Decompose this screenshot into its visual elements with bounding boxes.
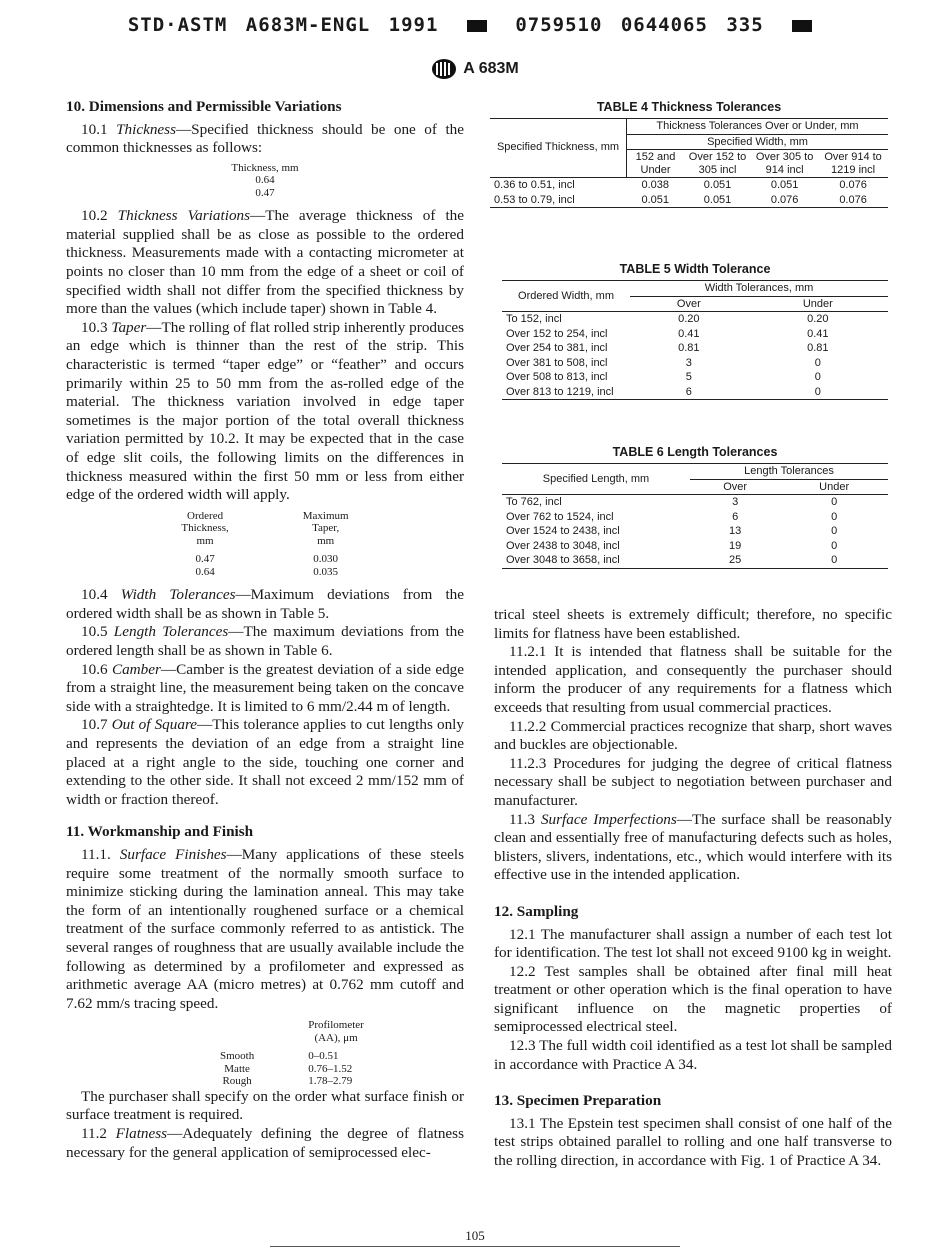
table-4-col: Over 914 to 1219 incl <box>818 150 888 178</box>
taper-cell: 0.035 <box>313 565 339 578</box>
prof-header-cell: (AA), μm <box>314 1031 358 1044</box>
thickness-value: 0.47 <box>255 186 275 199</box>
para-11-3: 11.3 Surface Imperfections—The surface shall be reasonably clean and essentially free of manufacturing defects such as holes, blisters, slivers, indentations, etc., which would interfere with its effective use in the intended application. <box>494 810 892 884</box>
taper-cell: 0.64 <box>195 565 215 578</box>
footer-rule <box>270 1246 680 1247</box>
taper-header-cell: Thickness, <box>181 522 229 535</box>
prof-cell: 1.78–2.79 <box>308 1075 353 1088</box>
prof-cell: Rough <box>222 1075 252 1088</box>
std-right-code: 335 <box>726 14 764 36</box>
para-10-7: 10.7 Out of Square—This tolerance applies to cut lengths only and represents the deviation of an edge from a straight line placed at a right angle to the side, touching one corner and extending to the other side. It shall not exceed 2 mm/152 mm of width or fraction thereof. <box>66 716 464 808</box>
table-5-col: Under <box>748 296 888 312</box>
para-11-2: 11.2 Flatness—Adequately defining the degree of flatness necessary for the general application of semiprocessed elec- <box>66 1125 464 1161</box>
table-6-row-header: Specified Length, mm <box>502 464 690 495</box>
table-4-sub-header: Specified Width, mm <box>627 134 889 150</box>
para-11-2-1: 11.2.1 It is intended that flatness shall be suitable for the intended application, and consequently the purchaser should inform the producer of any requirements for a flatness which exceeds that resulting from usual commercial practices. <box>494 643 892 716</box>
table-6 <box>502 445 888 569</box>
prof-cell: 0–0.51 <box>308 1050 339 1063</box>
table-row: Over 762 to 1524, incl 6 0 <box>506 510 838 523</box>
table-4-group-header: Thickness Tolerances Over or Under, mm <box>627 119 889 135</box>
taper-table <box>167 510 362 579</box>
para-12-3: 12.3 The full width coil identified as a test lot shall be sampled in accordance with Practice A 34. <box>494 1037 892 1073</box>
designation: A 683M <box>463 60 519 78</box>
thickness-header: Thickness, mm <box>231 161 299 174</box>
para-10-3: 10.3 Taper—The rolling of flat rolled strip inherently produces an edge which is thinner than the rest of the strip. This characteristic is termed “taper edge” or “feather” and occurs primarily within 25 to 50 mm from the as-rolled edge of the material. The thickness variation involved in edge taper sometimes is the major portion of the total overall thickness variation permitted by 10.2. It may be expected that in the case of edge slit coils, the following limits on the differences in thickness measured within the first 50 mm or less from either edge of the ordered width will apply. <box>66 318 465 504</box>
table-5-col: Over <box>630 296 748 312</box>
black-block-marker <box>467 20 487 32</box>
taper-cell: 0.47 <box>195 553 215 566</box>
para-11-2-3: 11.2.3 Procedures for judging the degree of critical flatness necessary shall be subject to negotiation between purchaser and manufacturer. <box>494 754 892 809</box>
para-12-1: 12.1 The manufacturer shall assign a number of each test lot for identification. The test lot shall not exceed 9100 kg in weight. <box>494 925 892 962</box>
thickness-list <box>217 162 312 200</box>
std-left-code: STD·ASTM A683M-ENGL 1991 <box>127 14 439 36</box>
taper-header-cell: Taper, <box>312 522 340 535</box>
para-10-4: 10.4 Width Tolerances—Maximum deviations from the ordered width shall be as shown in Table 5. <box>66 586 464 622</box>
table-row: 0.36 to 0.51, incl 0.038 0.051 0.051 0.076 <box>494 179 867 191</box>
table-6-title: TABLE 6 Length Tolerances <box>612 445 778 459</box>
para-10-2: 10.2 Thickness Variations—The average thickness of the material supplied shall be as close as possible to the ordered thickness. Measurements made with a contacting micrometer at points no closer than 10 mm from the edge of a sheet or coil of specified width shall not differ from the specified thickness by more than the values (which include taper) shown in Table 4. <box>66 207 464 318</box>
section-11-title: 11. Workmanship and Finish <box>66 823 254 841</box>
table-6-col: Over <box>690 479 780 495</box>
section-10-title: 10. Dimensions and Permissible Variations <box>66 98 342 115</box>
taper-header-cell: Maximum <box>302 509 349 522</box>
para-11-2-2: 11.2.2 Commercial practices recognize that sharp, short waves and buckles are objectionable. <box>494 717 892 754</box>
prof-cell: 0.76–1.52 <box>308 1062 353 1075</box>
taper-header-cell: mm <box>196 534 214 547</box>
table-row: Over 813 to 1219, incl 6 0 <box>502 385 888 400</box>
table-4 <box>490 100 888 208</box>
para-10-1: 10.1 Thickness—Specified thickness should be one of the common thicknesses as follows: <box>66 120 464 157</box>
page-number: 105 <box>465 1228 485 1243</box>
taper-header-cell: mm <box>317 534 335 547</box>
table-5-group-header: Width Tolerances, mm <box>630 281 888 297</box>
astm-logo-icon <box>431 58 457 80</box>
table-row: Over 2438 to 3048, incl 19 0 <box>506 539 838 552</box>
standard-header <box>0 14 950 36</box>
table-4-col: Over 152 to 305 incl <box>684 150 751 178</box>
left-column <box>66 98 464 1162</box>
para-10-6: 10.6 Camber—Camber is the greatest deviation of a side edge from a straight line, the measurement being taken on the concave side with a straightedge. It is limited to 6 mm/2.44 m of length. <box>66 660 465 715</box>
table-row: To 762, incl 3 0 <box>506 496 838 508</box>
table-4-col: 152 and Under <box>627 150 685 178</box>
table-6-group-header: Length Tolerances <box>690 464 888 480</box>
para-13-1: 13.1 The Epstein test specimen shall consist of one half of the test strips obtained parallel to rolling and one half transverse to the rolling direction, in accordance with Fig. 1 of Practice A 34. <box>494 1114 892 1170</box>
table-4-title: TABLE 4 Thickness Tolerances <box>596 100 782 114</box>
table-row: Over 254 to 381, incl 0.81 0.81 <box>506 342 829 354</box>
para-10-5: 10.5 Length Tolerances—The maximum deviations from the ordered length shall be as shown in Table 6. <box>66 623 465 660</box>
table-row: To 152, incl 0.20 0.20 <box>506 313 829 325</box>
prof-header-cell: Profilometer <box>308 1019 364 1032</box>
thickness-value: 0.64 <box>255 174 275 187</box>
table-row: Over 152 to 254, incl 0.41 0.41 <box>506 327 829 340</box>
prof-cell: Smooth <box>220 1050 255 1063</box>
table-5-row-header: Ordered Width, mm <box>502 281 630 312</box>
para-12-2: 12.2 Test samples shall be obtained after final mill heat treatment or other operation which is the final operation to have significant influence on the magnetic properties of semiprocessed electrical steel. <box>494 962 892 1036</box>
table-row: Over 381 to 508, incl 3 0 <box>506 356 821 369</box>
profilometer-table <box>206 1019 378 1088</box>
table-row: Over 508 to 813, incl 5 0 <box>506 371 821 383</box>
taper-cell: 0.030 <box>313 553 339 566</box>
table-5 <box>502 262 888 400</box>
para-11-1: 11.1. Surface Finishes—Many applications of these steels require some treatment of the normally smooth surface to minimize sticking during the lamination anneal. This may take the form of an intentionally roughened surface or a chemical treatment of the surface commonly referred to as antistick. The several ranges of roughness that are usually available include the following as determined by a profilometer and expressed as arithmetic average AA (micro metres) at 0.762 mm cutoff and 7.62 mm/s tracing speed. <box>66 846 464 1012</box>
taper-header-cell: Ordered <box>187 509 224 522</box>
std-mid-code: 0759510 0644065 <box>515 14 708 36</box>
table-5-title: TABLE 5 Width Tolerance <box>619 262 771 276</box>
table-row: 0.53 to 0.79, incl 0.051 0.051 0.076 0.076 <box>490 193 888 208</box>
para-11-2-cont: trical steel sheets is extremely difficult; therefore, no specific limits for flatness have been established. <box>494 606 892 642</box>
table-6-col: Under <box>780 479 888 495</box>
table-row: Over 1524 to 2438, incl 13 0 <box>506 525 838 537</box>
para-purchaser: The purchaser shall specify on the order what surface finish or surface treatment is required. <box>66 1087 464 1124</box>
table-row: Over 3048 to 3658, incl 25 0 <box>502 553 888 568</box>
black-block-marker <box>792 20 812 32</box>
table-4-col: Over 305 to 914 incl <box>751 150 818 178</box>
section-13-title: 13. Specimen Preparation <box>494 1092 662 1110</box>
table-4-row-header: Specified Thickness, mm <box>490 119 627 178</box>
section-12-title: 12. Sampling <box>494 902 579 920</box>
designation-line <box>0 58 950 80</box>
prof-cell: Matte <box>224 1062 250 1075</box>
right-column <box>494 606 892 1171</box>
